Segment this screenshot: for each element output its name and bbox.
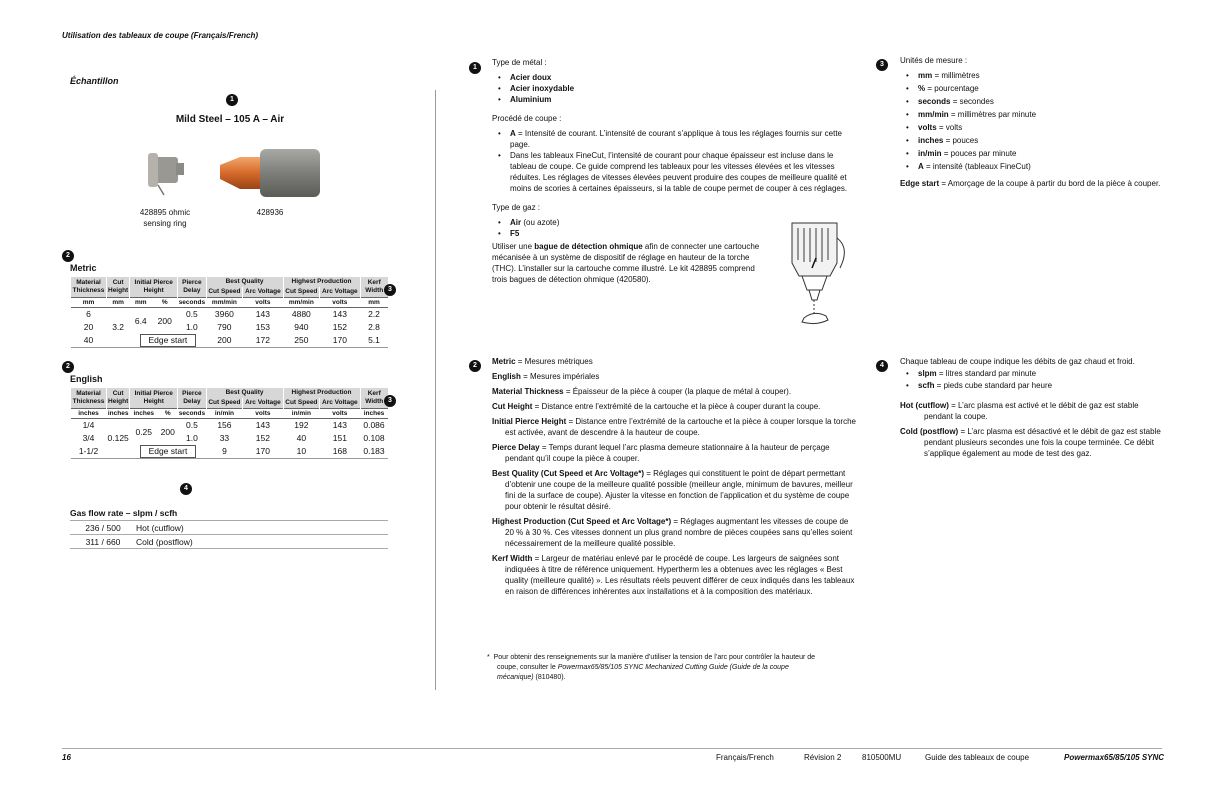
footer-language: Français/French: [716, 753, 774, 762]
gas-flow-value: 236 / 500: [70, 521, 136, 535]
table-cell: 200: [160, 426, 175, 437]
footer-rule: [62, 748, 1162, 749]
gas-type-title: Type de gaz :: [492, 203, 541, 212]
table-cell: 3/4: [82, 433, 95, 443]
footer-product: Powermax65/85/105 SYNC: [1064, 753, 1165, 762]
footer-doc-number: 810500MU: [862, 753, 902, 762]
table-cell: 40: [296, 433, 307, 443]
metal-item: Acier doux: [510, 73, 552, 82]
table-cell: 168: [332, 446, 347, 456]
process-term: A: [510, 129, 516, 138]
footnote: * Pour obtenir des renseignements sur la manière d’utiliser la tension de l’arc pour contrôler la hauteur de coupe, consulter le Powermax65/85/105 SYNC Mechanized Cutting Guide (Guide de la coupe mécanique) (810480).: [487, 654, 816, 681]
cartridge-image: [210, 145, 325, 200]
cartridge-caption: 428936: [256, 208, 284, 217]
running-header: Utilisation des tableaux de coupe (Français/French): [62, 31, 259, 40]
unit-cell: volts: [320, 298, 360, 308]
definition-text: = Mesures impériales: [520, 372, 600, 381]
unit-term: mm/min: [918, 110, 949, 119]
table-cell: 0.125: [107, 433, 129, 444]
callout-badge-3: 3: [384, 284, 396, 296]
col-best-quality: Best Quality: [206, 277, 283, 287]
col-material-thickness: Material Thickness: [71, 388, 107, 409]
unit-cell: seconds: [178, 410, 206, 417]
table-cell: 151: [332, 433, 347, 443]
metal-item: Aluminium: [510, 95, 552, 104]
table-cell: 20: [83, 322, 94, 332]
edge-start-term: Edge start: [900, 179, 940, 188]
table-cell: 1-1/2: [78, 446, 99, 456]
gas-term: F5: [510, 229, 520, 238]
subcol-arc-voltage: Arc Voltage: [320, 398, 360, 409]
table-cell: 40: [83, 335, 94, 345]
unit-desc: = volts: [936, 123, 963, 132]
callout-badge-2: 2: [62, 250, 74, 262]
unit-cell: mm: [107, 298, 130, 308]
definition-term: Best Quality (Cut Speed et Arc Voltage*): [492, 469, 645, 478]
gas-flow-label: Hot (cutflow): [136, 521, 388, 535]
flow-unit-term: scfh: [918, 381, 935, 390]
table-cell: 172: [255, 335, 270, 345]
table-cell: 143: [332, 309, 347, 320]
definition-term: English: [492, 372, 521, 381]
edge-start-label: Edge start: [140, 334, 197, 347]
ohmic-term: bague de détection ohmique: [534, 242, 643, 251]
unit-term: in/min: [918, 149, 942, 158]
torch-ohmic-image: [782, 218, 852, 330]
unit-cell: volts: [243, 298, 283, 308]
subcol-arc-voltage: Arc Voltage: [243, 398, 283, 409]
table-cell: 3960: [214, 309, 234, 320]
unit-desc: = pourcentage: [925, 84, 979, 93]
table-cell: 10: [296, 446, 307, 456]
unit-desc: = intensité (tableaux FineCut): [923, 162, 1031, 171]
unit-term: mm: [918, 71, 933, 80]
unit-cell: in/min: [206, 409, 243, 419]
flow-unit-term: slpm: [918, 369, 937, 378]
column-divider: [435, 90, 436, 690]
table-cell: 9: [222, 446, 227, 456]
table-cell: 33: [219, 433, 230, 443]
callout-badge-1: 1: [226, 94, 238, 106]
unit-cell: inches: [130, 409, 158, 419]
flow-unit-desc: = litres standard par minute: [936, 369, 1037, 378]
callout-badge-3: 3: [876, 59, 888, 71]
col-pierce-delay: Pierce Delay: [178, 388, 206, 409]
table-cell: 250: [294, 335, 309, 345]
footer-revision: Révision 2: [804, 753, 842, 762]
definition-text: = Mesures métriques: [515, 357, 593, 366]
definition-text: = Temps durant lequel l’arc plasma demeure stationnaire à la hauteur de perçage pendant qu’il coupe la pièce à couper.: [505, 443, 830, 463]
table-cell: 4880: [291, 309, 311, 320]
unit-cell: inches: [360, 409, 388, 419]
table-cell: 1/4: [82, 420, 95, 431]
col-initial-pierce-height: Initial Pierce Height: [130, 388, 178, 409]
definition-text: = Largeur de matériau enlevé par le procédé de coupe. Les largeurs de saignées sont indiquées à titre de référence uniquement. Hypertherm les a obtenues avec les réglages « Best quality (meilleure qualité) ». Les résultats réels peuvent différer de ceux indiqués dans les tableaux en raison de différences inhérentes aux installations et à la composition des matériaux.: [505, 554, 855, 596]
footnote-text: (810480).: [533, 674, 566, 681]
definition-term: Highest Production (Cut Speed et Arc Voltage*): [492, 517, 672, 526]
col-highest-production: Highest Production: [283, 277, 360, 287]
definition-text: = Distance entre l’extrémité de la cartouche et la pièce à couper durant la coupe.: [532, 402, 821, 411]
table-cell: 152: [332, 322, 347, 332]
table-cell: 1.0: [185, 322, 198, 332]
gas-flow-table: [70, 520, 388, 549]
flow-unit-desc: = pieds cube standard par heure: [934, 381, 1053, 390]
unit-cell: inches: [71, 409, 107, 419]
table-cell: 0.5: [186, 420, 198, 431]
cold-term: Cold (postflow): [900, 427, 959, 436]
table-cell: 156: [217, 420, 232, 431]
sample-label: Échantillon: [70, 76, 119, 86]
gas-flow-intro: Chaque tableau de coupe indique les débits de gaz chaud et froid.: [900, 357, 1135, 366]
table-cell: 143: [332, 420, 347, 431]
table-cell: 143: [255, 309, 270, 320]
table-cell: 2.8: [368, 322, 380, 332]
table-cell: 0.183: [363, 446, 385, 456]
unit-term: seconds: [918, 97, 951, 106]
metal-item: Acier inoxydable: [510, 84, 575, 93]
section-4: [900, 356, 1165, 463]
table-cell: 1.0: [186, 433, 198, 443]
table-cell: 6: [86, 309, 91, 320]
unit-desc: = secondes: [950, 97, 994, 106]
col-highest-production: Highest Production: [283, 388, 360, 398]
callout-badge-2: 2: [62, 361, 74, 373]
subcol-cut-speed: Cut Speed: [206, 287, 243, 298]
col-kerf-width: Kerf Width: [360, 388, 388, 409]
table-cell: 0.108: [363, 433, 385, 443]
footnote-text: Pour obtenir des renseignements sur la manière d’utiliser la tension de l’arc pour contrôler la hauteur de coupe, consulter le: [493, 654, 816, 671]
definition-term: Material Thickness: [492, 387, 564, 396]
unit-desc: = millimètres: [932, 71, 980, 80]
definition-text: = Réglages qui constituent le point de départ permettant d’obtenir une coupe de la meilleure qualité possible (meilleur angle, minimum de bavures, meilleur fini de la surface de coupe). Ajuster la vitesse en fonction de l’application et du système de coupe pour obtenir le résultat désiré.: [505, 469, 853, 511]
col-kerf-width: Kerf Width: [360, 277, 388, 298]
unit-cell: mm: [130, 298, 152, 308]
callout-badge-4: 4: [876, 360, 888, 372]
table-cell: 170: [255, 446, 270, 456]
table-cell: 0.086: [363, 420, 385, 431]
col-initial-pierce-height: Initial Pierce Height: [130, 277, 178, 298]
subcol-arc-voltage: Arc Voltage: [243, 287, 283, 298]
unit-cell: mm: [360, 298, 388, 308]
table-cell: 0.5: [185, 309, 198, 320]
table-cell: 200: [157, 315, 172, 326]
units-title: Unités de mesure :: [900, 56, 968, 65]
definition-term: Kerf Width: [492, 554, 533, 563]
hot-desc: = L’arc plasma est activé et le débit de gaz est stable pendant la coupe.: [924, 401, 1139, 421]
hot-term: Hot (cutflow): [900, 401, 949, 410]
definition-text: = Épaisseur de la pièce à couper (la plaque de métal à couper).: [563, 387, 792, 396]
table-cell: 152: [255, 433, 270, 443]
table-cell: 940: [294, 322, 309, 332]
unit-cell: %: [152, 298, 178, 308]
callout-badge-4: 4: [180, 483, 192, 495]
table-cell: 5.1: [368, 335, 380, 345]
unit-cell: volts: [243, 409, 283, 419]
col-pierce-delay: Pierce Delay: [178, 277, 206, 298]
callout-badge-2: 2: [469, 360, 481, 372]
table-cell: 143: [255, 420, 270, 431]
unit-cell: inches: [107, 410, 129, 417]
unit-term: %: [918, 84, 926, 93]
unit-cell: in/min: [283, 409, 320, 419]
unit-desc: = millimètres par minute: [948, 110, 1037, 119]
table-cell: 2.2: [368, 309, 380, 320]
subcol-cut-speed: Cut Speed: [283, 287, 320, 298]
unit-term: volts: [918, 123, 937, 132]
unit-cell: mm/min: [206, 298, 243, 308]
ohmic-ring-image: [140, 145, 190, 200]
ohmic-text: Utiliser une: [492, 242, 535, 251]
table-cell: 790: [217, 322, 232, 332]
table-cell: 192: [294, 420, 309, 431]
page-number: 16: [62, 753, 71, 762]
process-desc: Dans les tableaux FineCut, l’intensité de courant pour chaque épaisseur est incluse dans le tableau de coupe. Ce guide comprend les tableaux pour les vitesses élevées et les vitesses réduites. Les réglages de vitesses élevées peuvent produire des coupes de meilleure qualité et moins de scories à certaines épaisseurs, si la table de coupe permet de couper à ces réglages.: [510, 151, 848, 193]
definition-term: Initial Pierce Height: [492, 417, 567, 426]
gas-term: Air: [510, 218, 522, 227]
col-material-thickness: Material Thickness: [71, 277, 107, 298]
unit-cell: mm: [71, 298, 107, 308]
edge-start-desc: = Amorçage de la coupe à partir du bord de la pièce à couper.: [939, 179, 1161, 188]
english-label: English: [70, 374, 103, 384]
gas-flow-value: 311 / 660: [70, 535, 136, 549]
definition-text: = Réglages augmentant les vitesses de coupe de 20 % à 30 %. Ces vitesses donnent un plus grand nombre de pièces coupées sans qu’elles soient nécessairement de la meilleure qualité possible.: [505, 517, 853, 548]
cold-desc: = L’arc plasma est désactivé et le débit de gaz est stable pendant plusieurs secondes une fois la coupe terminée. Ce débit s’applique également au mode de test des gaz.: [924, 427, 1161, 458]
unit-desc: = pouces: [943, 136, 979, 145]
unit-term: inches: [918, 136, 944, 145]
subcol-cut-speed: Cut Speed: [206, 398, 243, 409]
definition-term: Cut Height: [492, 402, 533, 411]
callout-badge-1: 1: [469, 62, 481, 74]
unit-cell: seconds: [178, 299, 206, 306]
definition-text: = Distance entre l’extrémité de la cartouche et la pièce à couper lorsque la torche est activée, avant de descendre à la hauteur de coupe.: [505, 417, 856, 437]
col-cut-height: Cut Height: [107, 388, 130, 409]
gas-flow-title: Gas flow rate – slpm / scfh: [70, 508, 178, 518]
callout-badge-3: 3: [384, 395, 396, 407]
section-2: [492, 356, 858, 601]
edge-start-label: Edge start: [140, 445, 197, 458]
metal-type-title: Type de métal :: [492, 58, 547, 67]
unit-cell: volts: [320, 409, 360, 419]
table-cell: 0.25: [135, 426, 153, 437]
subcol-cut-speed: Cut Speed: [283, 398, 320, 409]
metric-table: [70, 277, 388, 348]
footer-guide-title: Guide des tableaux de coupe: [925, 753, 1030, 762]
metric-label: Metric: [70, 263, 97, 273]
process-desc: = Intensité de courant. L’intensité de courant s’applique à tous les réglages fournis sur cette page.: [510, 129, 842, 149]
gas-desc: (ou azote): [521, 218, 560, 227]
unit-cell: mm/min: [283, 298, 320, 308]
definition-term: Pierce Delay: [492, 443, 540, 452]
ohmic-ring-caption: 428895 ohmic sensing ring: [139, 208, 191, 228]
table-cell: 153: [255, 322, 270, 332]
section-3: [900, 55, 1162, 193]
table-cell: 3.2: [112, 322, 125, 333]
table-cell: 6.4: [134, 315, 147, 326]
process-title: Procédé de coupe :: [492, 114, 562, 123]
table-cell: 170: [332, 335, 347, 345]
unit-term: A: [918, 162, 924, 171]
unit-cell: %: [158, 409, 178, 419]
footnote-title: Powermax65/85/105 SYNC Mechanized Cutting Guide (Guide de la coupe mécanique): [497, 664, 789, 681]
col-cut-height: Cut Height: [107, 277, 130, 298]
col-best-quality: Best Quality: [206, 388, 283, 398]
subcol-arc-voltage: Arc Voltage: [320, 287, 360, 298]
ohmic-text: afin de connecter une cartouche mécanisée à un système de dispositif de réglage en hauteur de la torche (THC). L’installer sur la cartouche comme illustré. Le kit 428895 comprend trois bagues de détection ohmique (420580).: [492, 242, 760, 284]
table-cell: 200: [217, 335, 232, 345]
english-table: [70, 388, 388, 459]
unit-desc: = pouces par minute: [941, 149, 1017, 158]
gas-flow-label: Cold (postflow): [136, 535, 388, 549]
definition-term: Metric: [492, 357, 516, 366]
sample-title: Mild Steel – 105 A – Air: [175, 114, 285, 125]
